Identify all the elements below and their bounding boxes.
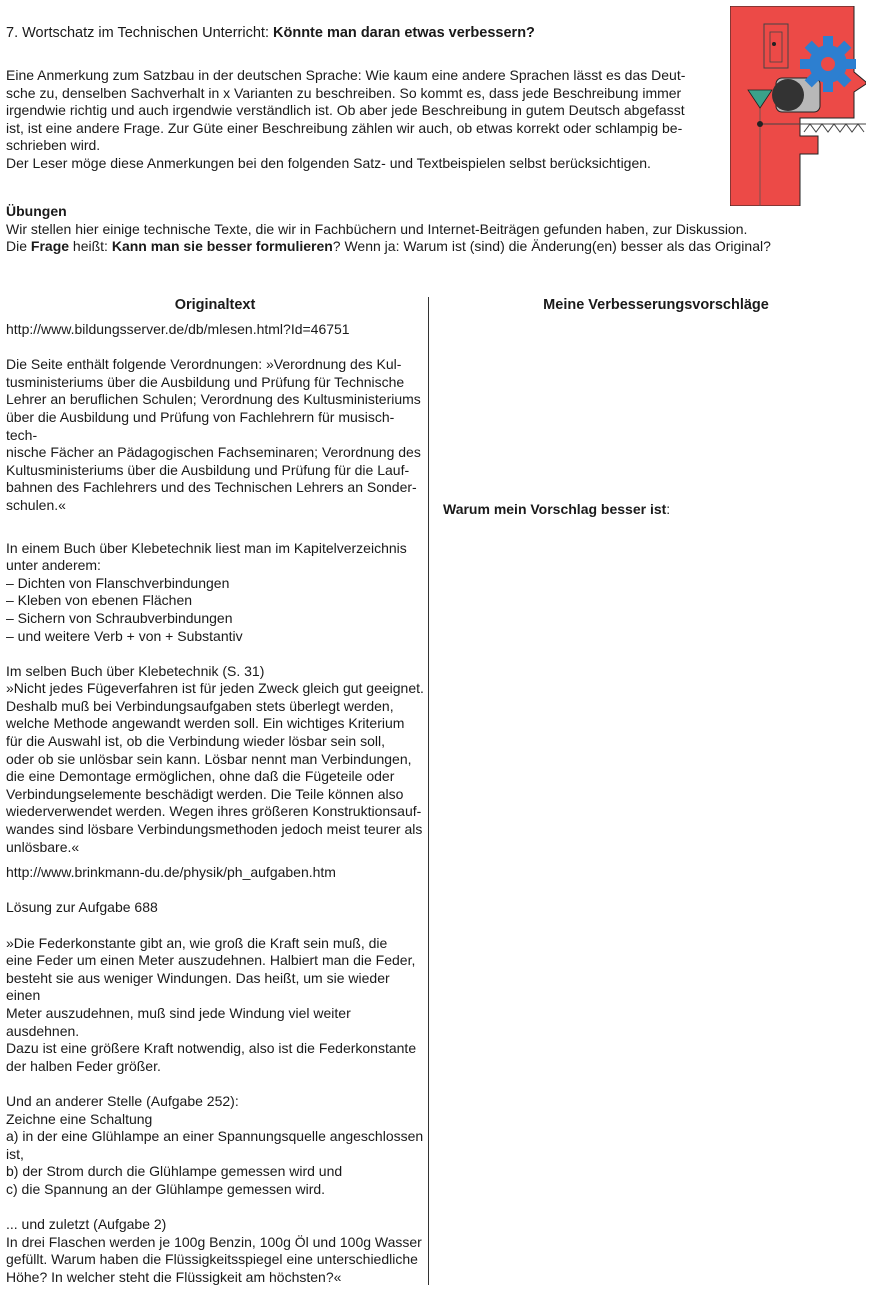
page-heading — [6, 25, 706, 43]
intro-line: schrieben wird. — [6, 137, 101, 154]
uebungen-section — [6, 203, 846, 256]
text-block: ... und zuletzt (Aufgabe 2) In drei Flaschen werden je 100g Benzin, 100g Öl und 100g Wasser gefüllt. Warum haben die Flüssigkeitsspiegel eine unterschiedliche Höhe? In welcher steht die Flüssigkeit am höchsten?« — [6, 1216, 422, 1285]
heading-prefix: 7. Wortschatz im Technischen Unterricht: — [6, 25, 274, 41]
intro-line: ist, ist eine andere Frage. Zur Güte einer Beschreibung zählen wir auch, ob etwas korrekt oder schlampig be- — [6, 119, 683, 136]
column-divider — [428, 297, 429, 1285]
verbesserungen-title: Meine Verbesserungsvorschläge — [543, 297, 769, 313]
originaltext-column — [6, 321, 424, 1286]
heading-question: Könnte man daran etwas verbessern? — [273, 25, 535, 41]
source-url: http://www.brinkmann-du.de/physik/ph_aufgaben.htm — [6, 864, 336, 881]
intro-line: sche zu, denselben Sachverhalt in x Varianten zu beschreiben. So kommt es, dass jede Beschreibung immer — [6, 84, 682, 101]
text-block: In einem Buch über Klebetechnik liest man im Kapitelverzeichnis unter anderem: – Dichten von Flanschverbindungen – Kleben von ebenen Flächen – Sichern von Schraubverbindungen – und weitere Verb + von + Substantiv — [6, 539, 407, 644]
text-block: Und an anderer Stelle (Aufgabe 252): Zeichne eine Schaltung a) in der eine Glühlampe an einer Spannungsquelle angeschlossen ist, b) der Strom durch die Glühlampe gemessen wird und c) die Spannung an der Glühlampe gemessen wird. — [6, 1092, 424, 1197]
originaltext-title: Originaltext — [174, 297, 256, 313]
intro-line: Der Leser möge diese Anmerkungen bei den folgenden Satz- und Textbeispielen selbst berücksichtigen. — [6, 154, 651, 171]
head-logo-icon — [730, 6, 866, 206]
warum-label: Warum mein Vorschlag besser ist: — [443, 501, 671, 517]
intro-line: Eine Anmerkung zum Satzbau in der deutschen Sprache: Wie kaum eine andere Sprachen lässt es das Deut- — [6, 67, 686, 83]
text-block: Lösung zur Aufgabe 688 — [6, 899, 158, 916]
intro-paragraph — [6, 67, 711, 173]
uebungen-title: Übungen — [6, 203, 67, 219]
source-url: http://www.bildungsserver.de/db/mlesen.html?Id=46751 — [6, 321, 350, 337]
gear-icon — [800, 36, 856, 92]
text-block: »Die Federkonstante gibt an, wie groß die Kraft sein muß, die eine Feder um einen Meter auszudehnen. Halbiert man die Feder, besteht sie aus weniger Windungen. Das heißt, um sie wieder einen Meter auszudehnen, muß sind jede Windung viel weiter ausdehnen. Dazu ist eine größere Kraft notwendig, also ist die Federkonstante der halben Feder größer. — [6, 934, 417, 1074]
uebungen-question: Die Frage heißt: Kann man sie besser formulieren? Wenn ja: Warum ist (sind) die Änderung(en) besser als das Original? — [6, 238, 771, 255]
text-block: Im selben Buch über Klebetechnik (S. 31) »Nicht jedes Fügeverfahren ist für jeden Zweck gleich gut geeignet. Deshalb muß bei Verbindungsaufgaben stets überlegt werden, welche Methode angewandt werden soll. Ein wichtiges Kriterium für die Auswahl ist, ob die Verbindung wieder lösbar sein soll, oder ob sie unlösbar sein kann. Lösbar nennt man Verbindungen, die eine Demontage ermöglichen, ohne daß die Fügeteile oder Verbindungselemente beschädigt werden. Die Teile können also wiederverwendet werden. Wegen ihres größeren Konstruktionsauf- wandes sind lösbare Verbindungsmethoden jedoch meist teurer als unlösbare.« — [6, 662, 424, 855]
text-block: Die Seite enthält folgende Verordnungen: »Verordnung des Kul- tusministeriums über die Ausbildung und Prüfung für Technische Lehrer an beruflichen Schulen; Verordnung des Kultusministeriums über die Ausbildung und Prüfung von Fachlehrern für musisch-tech- nische Fächer an Pädagogischen Fachseminaren; Verordnung des Kultusministeriums über die Ausbildung und Prüfung für die Lauf- bahnen des Fachlehrers und des Technischen Lehrers an Sonder- schulen.« — [6, 356, 421, 513]
intro-line: irgendwie richtig und auch irgendwie verständlich ist. Ob aber jede Beschreibung in gutem Deutsch abgefasst — [6, 102, 685, 119]
uebungen-line: Wir stellen hier einige technische Texte, die wir in Fachbüchern und Internet-Beiträgen gefunden haben, zur Diskussion. — [6, 220, 748, 237]
